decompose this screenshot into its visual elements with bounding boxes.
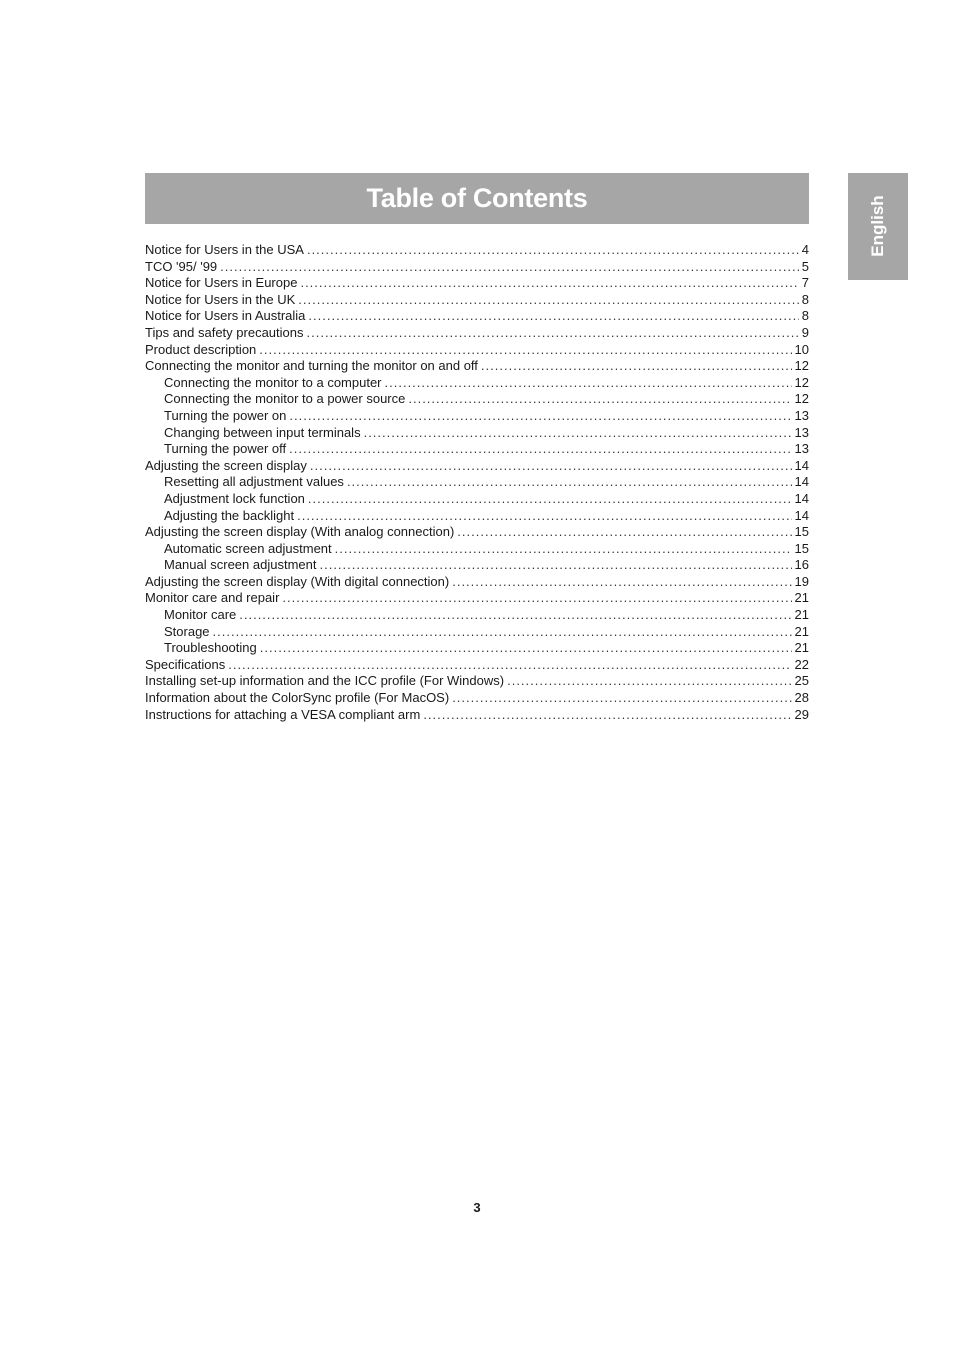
toc-entry-page: 8 [801, 308, 809, 324]
toc-entry-label: Specifications [145, 656, 226, 672]
toc-entry [145, 275, 809, 292]
toc-entry-label: Tips and safety precautions [145, 324, 304, 340]
toc-leader-dots [308, 308, 798, 325]
toc-entry [145, 292, 809, 309]
toc-entry-label: Instructions for attaching a VESA compliant arm [145, 706, 421, 722]
toc-leader-dots [259, 342, 791, 359]
toc-entry [145, 441, 809, 458]
toc-entry-label: Storage [164, 623, 210, 639]
toc-entry [145, 325, 809, 342]
toc-entry-label: Information about the ColorSync profile (For MacOS) [145, 690, 450, 706]
toc-entry [145, 408, 809, 425]
toc-entry-label: Connecting the monitor to a power source [164, 391, 406, 407]
toc-leader-dots [307, 325, 799, 342]
toc-entry [145, 458, 809, 475]
toc-entry-label: Changing between input terminals [164, 424, 361, 440]
toc-entry-page: 15 [794, 540, 809, 556]
toc-entry-label: Connecting the monitor to a computer [164, 374, 382, 390]
toc-entry [145, 425, 809, 442]
toc-entry-label: Manual screen adjustment [164, 557, 317, 573]
toc-entry-label: Installing set-up information and the ICC profile (For Windows) [145, 673, 505, 689]
toc-entry-label: Connecting the monitor and turning the monitor on and off [145, 358, 478, 374]
page-number: 3 [473, 1200, 481, 1215]
toc-entry-page: 22 [794, 656, 809, 672]
toc-leader-dots [507, 673, 791, 690]
toc-leader-dots [289, 408, 791, 425]
toc-leader-dots [452, 574, 791, 591]
toc-entry-label: Adjusting the screen display (With digital connection) [145, 573, 450, 589]
toc-entry-label: Product description [145, 341, 257, 357]
toc-leader-dots [408, 391, 791, 408]
toc-entry-label: Resetting all adjustment values [164, 474, 344, 490]
table-of-contents [145, 242, 809, 723]
toc-entry-label: Adjusting the screen display [145, 457, 307, 473]
toc-leader-dots [220, 259, 799, 276]
toc-entry [145, 308, 809, 325]
language-tab-label: English [868, 195, 887, 257]
toc-leader-dots [213, 624, 792, 641]
toc-leader-dots [452, 690, 791, 707]
toc-entry [145, 557, 809, 574]
toc-entry [145, 242, 809, 259]
toc-entry-label: Monitor care [164, 607, 237, 623]
toc-entry [145, 690, 809, 707]
toc-entry-label: Automatic screen adjustment [164, 540, 332, 556]
toc-entry-page: 13 [794, 441, 809, 457]
toc-entry [145, 491, 809, 508]
title-banner [145, 173, 809, 224]
toc-leader-dots [228, 657, 791, 674]
toc-entry-label: Adjustment lock function [164, 490, 305, 506]
toc-entry-label: Adjusting the backlight [164, 507, 295, 523]
toc-entry-page: 19 [794, 573, 809, 589]
toc-leader-dots [310, 458, 792, 475]
toc-entry-page: 14 [794, 474, 809, 490]
toc-entry-label: Notice for Users in the USA [145, 242, 304, 257]
toc-entry-label: Troubleshooting [164, 640, 257, 656]
toc-entry-page: 8 [801, 291, 809, 307]
toc-entry-page: 14 [794, 507, 809, 523]
toc-leader-dots [364, 425, 792, 442]
toc-entry-page: 12 [794, 374, 809, 390]
language-tab [848, 173, 908, 280]
toc-entry-page: 15 [794, 524, 809, 540]
toc-entry-page: 14 [794, 457, 809, 473]
toc-entry-page: 25 [794, 673, 809, 689]
toc-entry-page: 21 [794, 590, 809, 606]
toc-entry-page: 16 [794, 557, 809, 573]
toc-leader-dots [298, 292, 798, 309]
toc-entry-page: 21 [794, 623, 809, 639]
toc-leader-dots [307, 242, 799, 259]
toc-entry [145, 474, 809, 491]
toc-entry-page: 10 [794, 341, 809, 357]
toc-entry [145, 707, 809, 724]
toc-entry [145, 375, 809, 392]
toc-entry [145, 657, 809, 674]
toc-entry [145, 342, 809, 359]
toc-leader-dots [457, 524, 791, 541]
toc-entry-page: 21 [794, 607, 809, 623]
toc-leader-dots [282, 590, 791, 607]
toc-entry-label: Monitor care and repair [145, 590, 280, 606]
toc-leader-dots [347, 474, 792, 491]
toc-entry [145, 590, 809, 607]
toc-entry-page: 12 [794, 391, 809, 407]
toc-leader-dots [297, 508, 791, 525]
toc-entry [145, 524, 809, 541]
toc-entry-page: 13 [794, 424, 809, 440]
toc-entry-page: 21 [794, 640, 809, 656]
toc-entry [145, 358, 809, 375]
toc-leader-dots [423, 707, 791, 724]
toc-entry-label: Notice for Users in Europe [145, 275, 298, 291]
toc-entry-page: 7 [801, 275, 809, 291]
toc-entry-label: Notice for Users in Australia [145, 308, 306, 324]
toc-entry-page: 4 [801, 242, 809, 257]
toc-leader-dots [239, 607, 791, 624]
toc-entry-page: 14 [794, 490, 809, 506]
toc-entry-label: Adjusting the screen display (With analog connection) [145, 524, 455, 540]
toc-entry-label: Turning the power off [164, 441, 287, 457]
toc-leader-dots [300, 275, 798, 292]
toc-entry [145, 508, 809, 525]
toc-entry [145, 574, 809, 591]
toc-leader-dots [385, 375, 792, 392]
toc-entry [145, 624, 809, 641]
toc-entry-page: 13 [794, 407, 809, 423]
toc-entry [145, 673, 809, 690]
toc-entry [145, 640, 809, 657]
toc-entry-page: 9 [801, 324, 809, 340]
toc-entry-page: 29 [794, 706, 809, 722]
toc-entry-label: Turning the power on [164, 407, 287, 423]
toc-leader-dots [289, 441, 791, 458]
toc-leader-dots [308, 491, 792, 508]
toc-entry [145, 259, 809, 276]
page-title: Table of Contents [366, 183, 588, 213]
toc-entry [145, 607, 809, 624]
toc-entry-page: 28 [794, 690, 809, 706]
toc-entry [145, 541, 809, 558]
toc-leader-dots [319, 557, 791, 574]
toc-entry-page: 12 [794, 358, 809, 374]
toc-entry-label: Notice for Users in the UK [145, 291, 296, 307]
toc-leader-dots [335, 541, 792, 558]
toc-entry [145, 391, 809, 408]
toc-entry-page: 5 [801, 258, 809, 274]
toc-entry-label: TCO '95/ '99 [145, 258, 218, 274]
toc-leader-dots [481, 358, 792, 375]
toc-leader-dots [260, 640, 792, 657]
